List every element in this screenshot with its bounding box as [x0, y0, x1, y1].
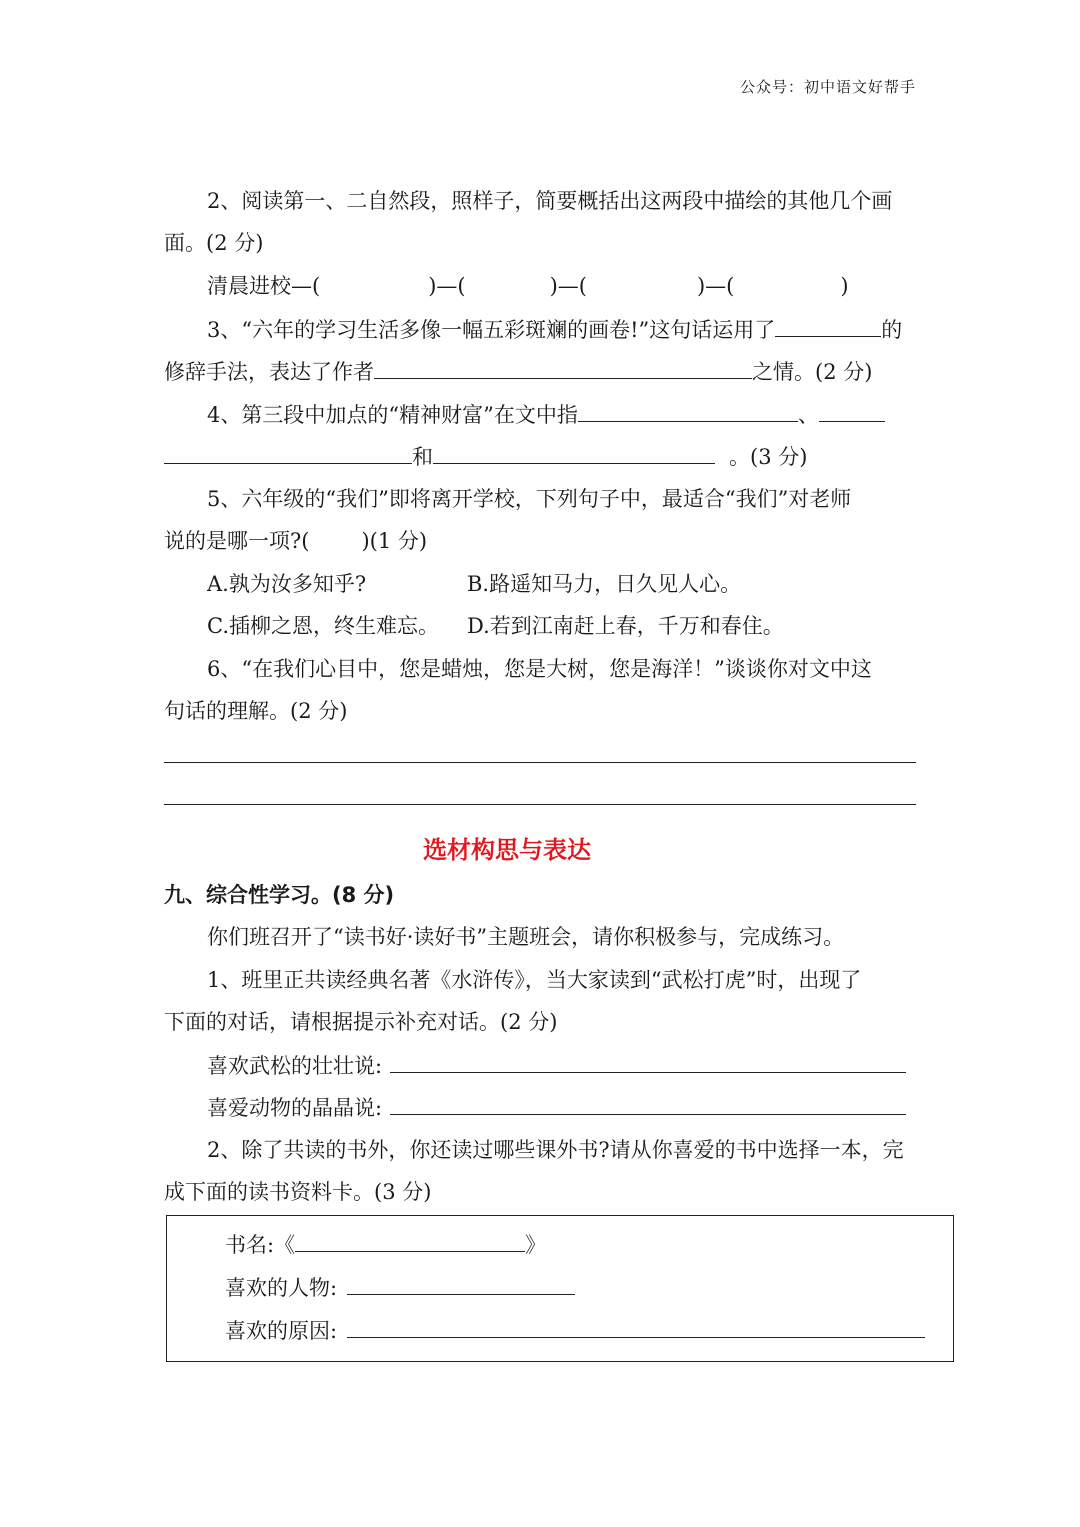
- s9-q1-a-label: 喜欢武松的壮壮说:: [207, 1054, 383, 1078]
- q5-options-cd: [207, 611, 916, 641]
- card-book-label: 书名:《: [225, 1233, 296, 1257]
- q6-line1: 6、“在我们心目中，您是蜡烛，您是大树，您是海洋！”谈谈你对文中这: [207, 657, 872, 681]
- q4-line1-text: 4、第三段中加点的“精神财富”在文中指: [207, 403, 578, 427]
- q3-line2-end: 之情。(2 分): [752, 360, 873, 384]
- q4-comma: 、: [797, 403, 819, 427]
- q4-line2-end: 。(3 分): [729, 445, 808, 469]
- q4-blank-1[interactable]: [578, 399, 798, 422]
- q2-end: ): [840, 274, 849, 298]
- card-book-blank[interactable]: [295, 1229, 525, 1252]
- card-character-label: 喜欢的人物:: [225, 1276, 338, 1300]
- q6-line2: 句话的理解。(2 分): [164, 699, 348, 723]
- s9-q1-b-blank[interactable]: [390, 1092, 906, 1115]
- q3-line2: [164, 356, 916, 387]
- card-reason-label: 喜欢的原因:: [225, 1319, 338, 1343]
- q5-option-a[interactable]: A.孰为汝多知乎?: [207, 572, 367, 596]
- s9-q1-b: [207, 1092, 916, 1123]
- q2-example: [207, 271, 916, 301]
- q3-rhetoric-blank[interactable]: [775, 314, 881, 337]
- q4-blank-2b[interactable]: [164, 441, 412, 464]
- q2-sep-3: )—(: [696, 274, 735, 298]
- card-book-row: [225, 1229, 546, 1260]
- q3-emotion-blank[interactable]: [374, 356, 752, 379]
- q5-option-d[interactable]: D.若到江南赶上春，千万和春住。: [467, 614, 784, 638]
- q4-blank-3[interactable]: [433, 441, 715, 464]
- s9-heading: 九、综合性学习。(8 分): [164, 883, 395, 907]
- card-reason-row: [225, 1315, 925, 1346]
- q2-line1: 2、阅读第一、二自然段，照样子，简要概括出这两段中描绘的其他几个画: [207, 189, 893, 213]
- section-title: 选材构思与表达: [423, 836, 591, 864]
- q4-line2: [164, 441, 916, 472]
- s9-q2-line2: 成下面的读书资料卡。(3 分): [164, 1180, 432, 1204]
- q5-line2: [164, 526, 916, 556]
- s9-q1-a-blank[interactable]: [390, 1050, 906, 1073]
- q3-line1: [207, 314, 916, 345]
- s9-q2-line1: 2、除了共读的书外，你还读过哪些课外书?请从你喜爱的书中选择一本，完: [207, 1138, 904, 1162]
- q4-blank-2a[interactable]: [819, 399, 885, 422]
- q3-line2-text: 修辞手法，表达了作者: [164, 360, 374, 384]
- card-book-end: 》: [525, 1233, 547, 1257]
- q3-line1-text: 3、“六年的学习生活多像一幅五彩斑斓的画卷!”这句话运用了: [207, 318, 776, 342]
- q3-line1-end: 的: [881, 318, 903, 342]
- q5-line2-end: )(1 分): [361, 529, 428, 553]
- q5-options-ab: [207, 569, 916, 599]
- reading-card: [166, 1215, 954, 1362]
- q5-option-b[interactable]: B.路遥知马力，日久见人心。: [467, 572, 742, 596]
- q5-line2-text: 说的是哪一项?(: [164, 529, 310, 553]
- s9-intro: 你们班召开了“读书好·读好书”主题班会，请你积极参与，完成练习。: [207, 925, 845, 949]
- card-character-row: [225, 1272, 575, 1303]
- q5-option-c[interactable]: C.插柳之恩，终生难忘。: [207, 614, 439, 638]
- q2-example-start: 清晨进校—(: [207, 274, 321, 298]
- q2-line2: 面。(2 分): [164, 231, 264, 255]
- header-watermark: 公众号：初中语文好帮手: [739, 78, 916, 96]
- card-character-blank[interactable]: [347, 1272, 575, 1295]
- q5-line1: 5、六年级的“我们”即将离开学校，下列句子中，最适合“我们”对老师: [207, 487, 852, 511]
- q6-answer-line-2[interactable]: [164, 804, 916, 805]
- q2-sep-2: )—(: [549, 274, 587, 298]
- q2-sep-1: )—(: [428, 274, 466, 298]
- s9-q1-line2: 下面的对话，请根据提示补充对话。(2 分): [164, 1010, 558, 1034]
- q4-and: 和: [412, 445, 433, 469]
- q4-line1: [207, 399, 916, 430]
- s9-q1-b-label: 喜爱动物的晶晶说:: [207, 1096, 383, 1120]
- card-reason-blank[interactable]: [347, 1315, 925, 1338]
- s9-q1-a: [207, 1050, 916, 1081]
- q6-answer-line-1[interactable]: [164, 762, 916, 763]
- s9-q1-line1: 1、班里正共读经典名著《水浒传》，当大家读到“武松打虎”时，出现了: [207, 968, 862, 992]
